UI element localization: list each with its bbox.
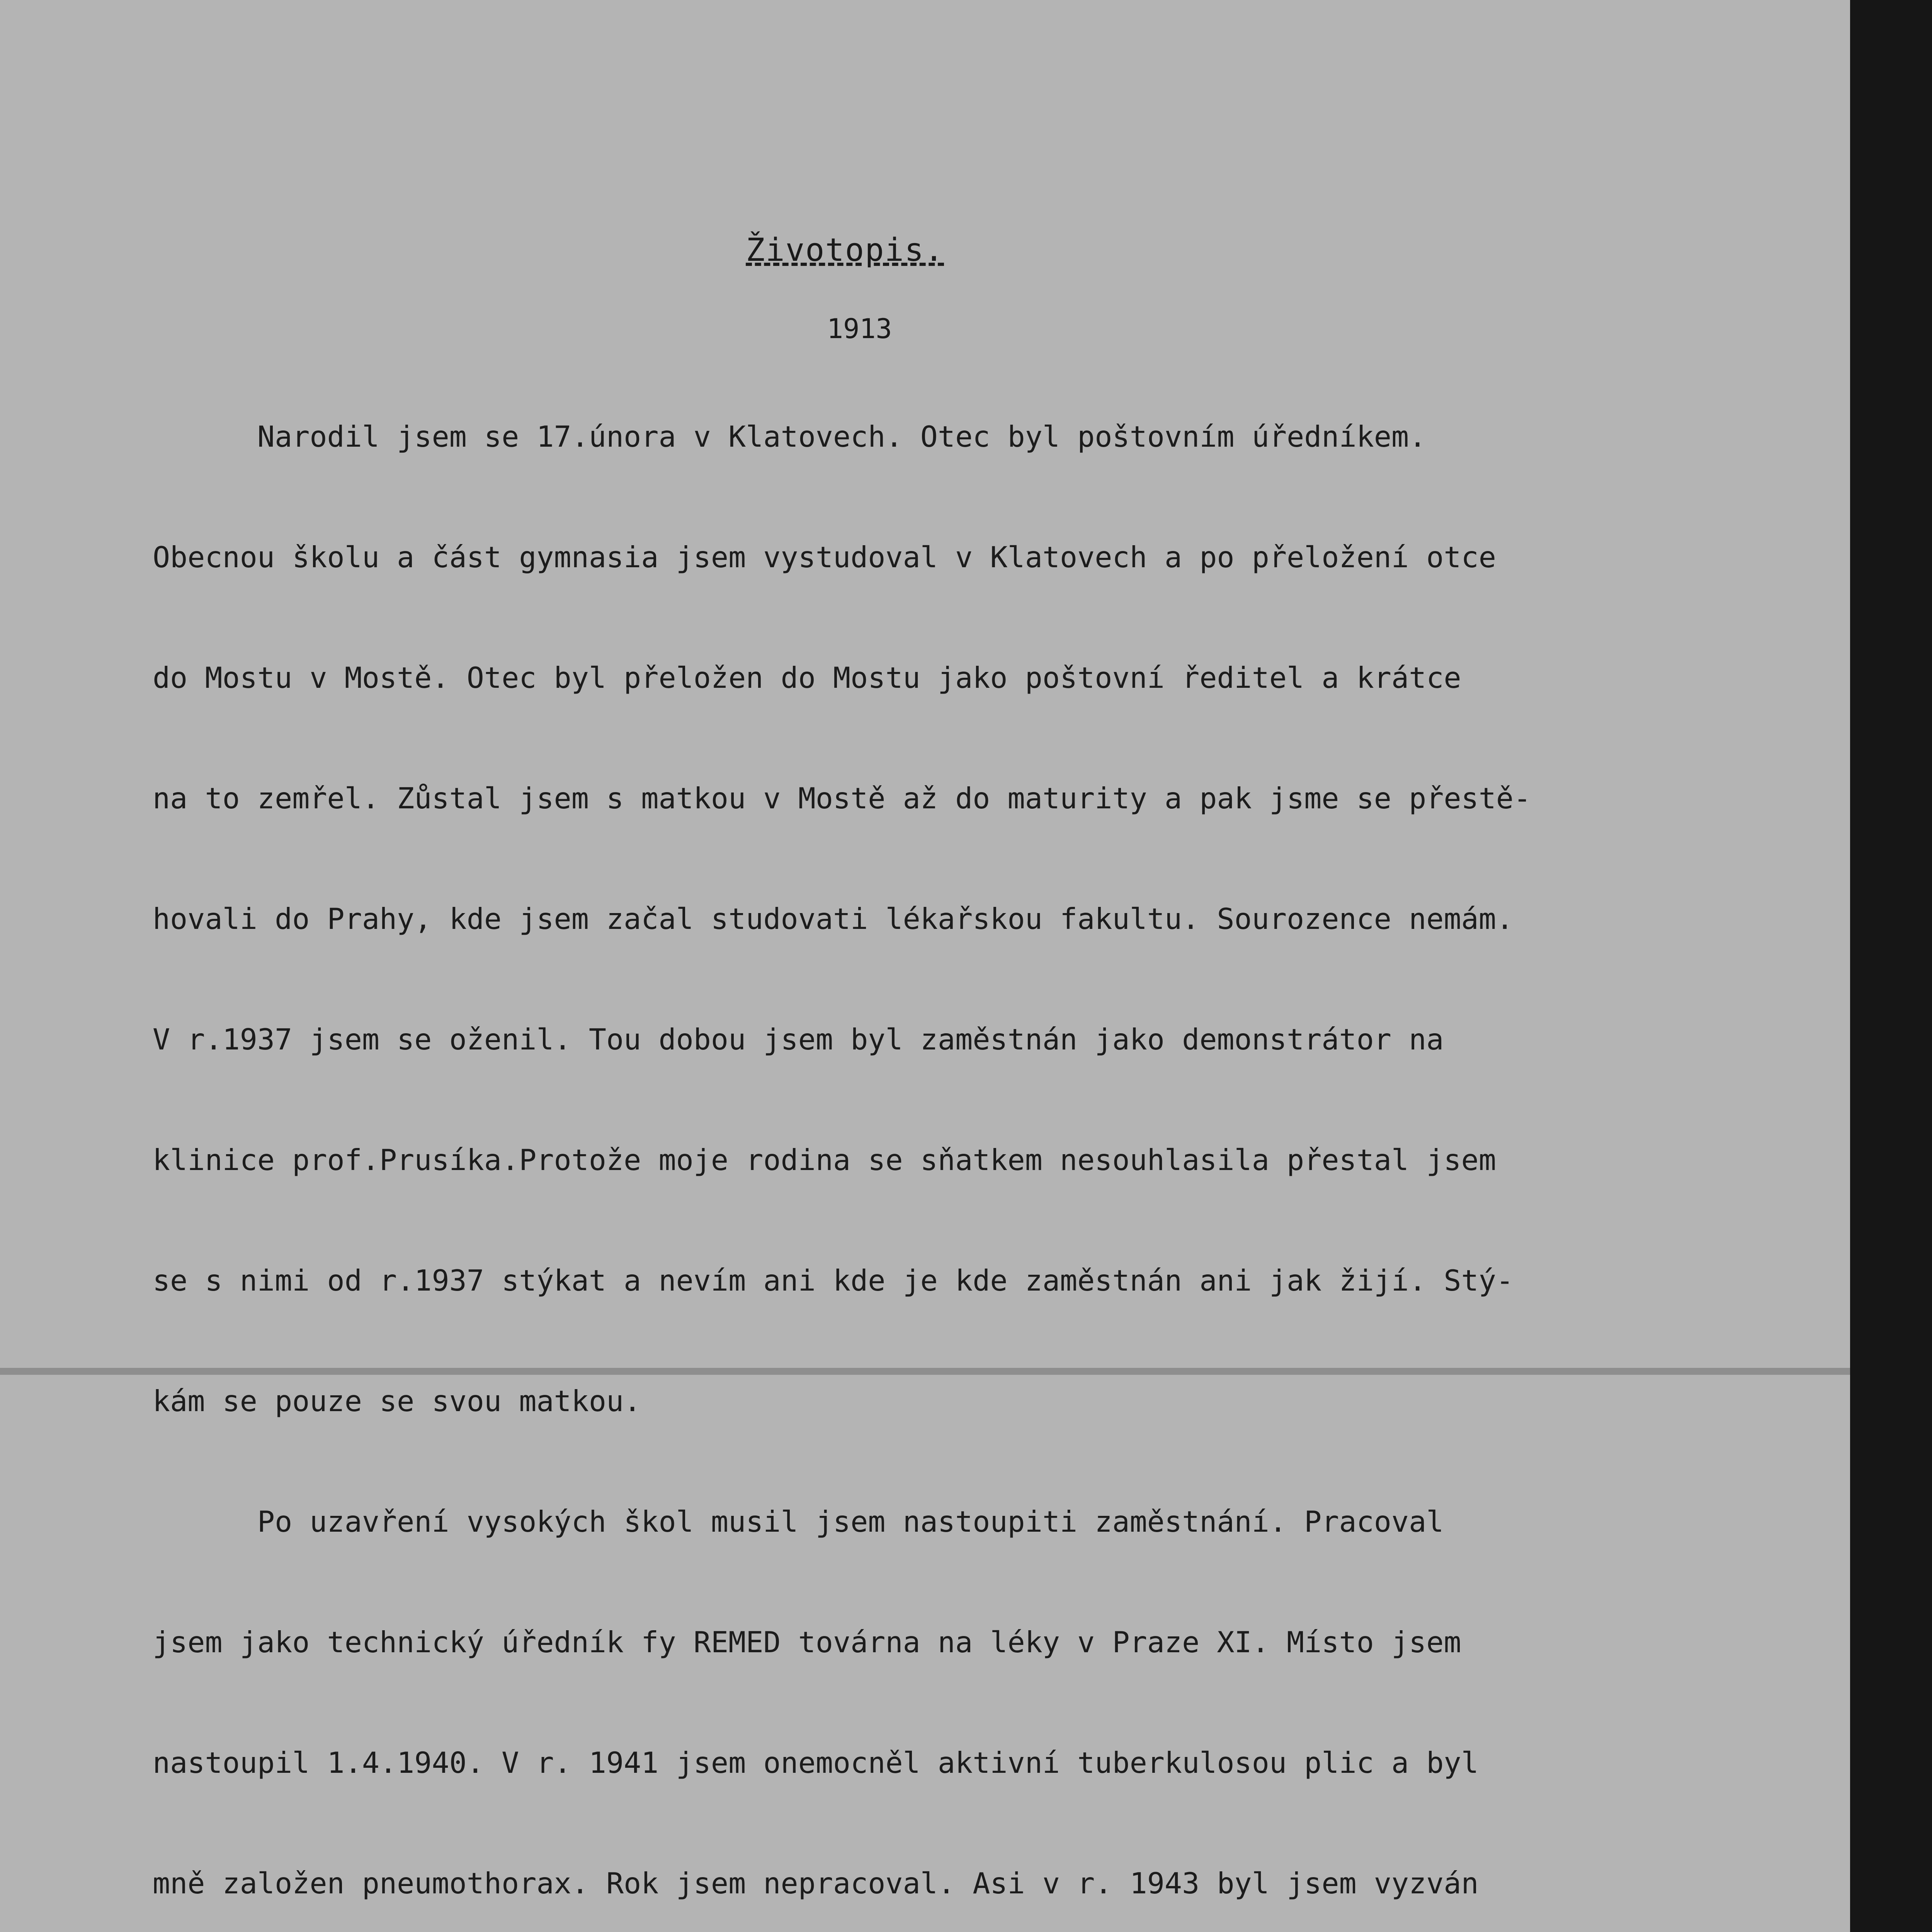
page-title: Životopis. bbox=[746, 232, 944, 269]
text-line: nastoupil 1.4.1940. V r. 1941 jsem onemocněl aktivní tuberkulosou plic a byl bbox=[153, 1746, 1479, 1780]
text-line: Narodil jsem se 17.února v Klatovech. Otec byl poštovním úředníkem. bbox=[153, 420, 1427, 454]
text-line: mně založen pneumothorax. Rok jsem nepracoval. Asi v r. 1943 byl jsem vyzván bbox=[153, 1866, 1479, 1900]
text-line: Po uzavření vysokých škol musil jsem nastoupiti zaměstnání. Pracoval bbox=[153, 1505, 1444, 1539]
text-line: hovali do Prahy, kde jsem začal studovati lékařskou fakultu. Sourozence nemám. bbox=[153, 902, 1514, 936]
text-line: jsem jako technický úředník fy REMED továrna na léky v Praze XI. Místo jsem bbox=[153, 1625, 1461, 1659]
typed-body bbox=[153, 336, 1861, 1932]
text-line: Obecnou školu a část gymnasia jsem vystudoval v Klatovech a po přeložení otce bbox=[153, 540, 1496, 574]
text-line: kám se pouze se svou matkou. bbox=[153, 1384, 641, 1418]
background-edge bbox=[1850, 0, 1932, 1932]
text-line: na to zemřel. Zůstal jsem s matkou v Mostě až do maturity a pak jsme se přestě- bbox=[153, 781, 1531, 815]
text-line: se s nimi od r.1937 stýkat a nevím ani kde je kde zaměstnán ani jak žijí. Stý- bbox=[153, 1264, 1514, 1298]
inserted-year: 1913 bbox=[827, 313, 892, 345]
text-line: klinice prof.Prusíka.Protože moje rodina se sňatkem nesouhlasila přestal jsem bbox=[153, 1143, 1496, 1177]
text-line: do Mostu v Mostě. Otec byl přeložen do Mostu jako poštovní ředitel a krátce bbox=[153, 661, 1461, 695]
text-line: V r.1937 jsem se oženil. Tou dobou jsem byl zaměstnán jako demonstrátor na bbox=[153, 1022, 1444, 1056]
